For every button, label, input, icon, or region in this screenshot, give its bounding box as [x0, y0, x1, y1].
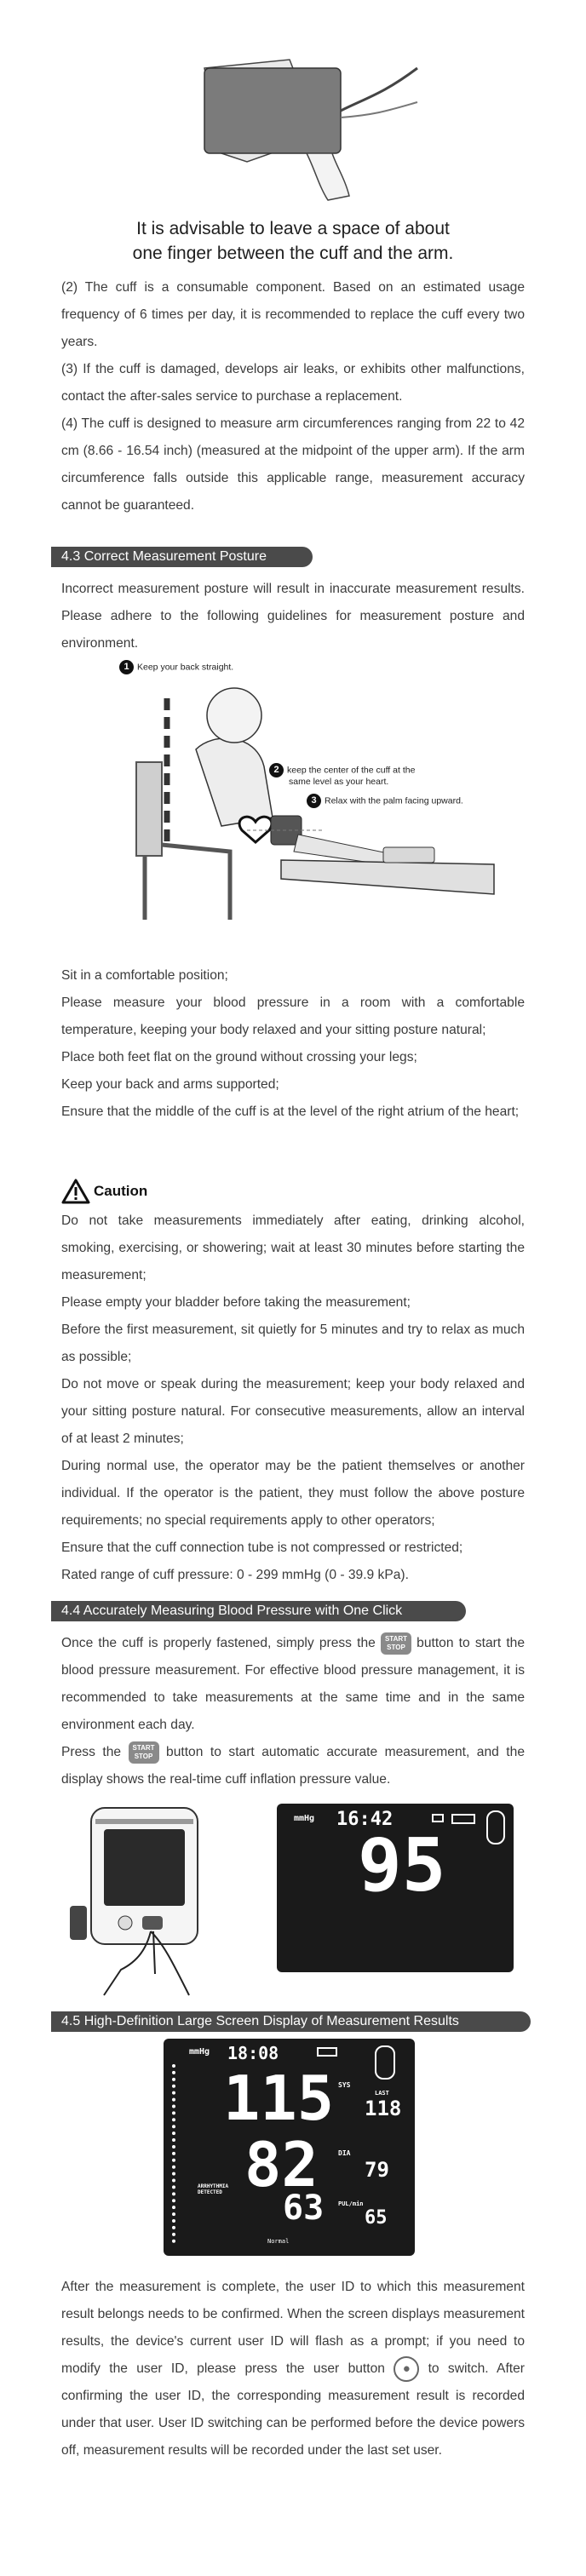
- unit-label: mmHg: [189, 2047, 210, 2057]
- caution-item: Rated range of cuff pressure: 0 - 299 mmHg (0 - 39.9 kPa).: [61, 1568, 409, 1582]
- monitor-device: [383, 847, 434, 863]
- time-readout: 18:08: [227, 2043, 279, 2063]
- figure-caption-line1: It is advisable to leave a space of about: [136, 219, 450, 238]
- callout-1: 1 Keep your back straight.: [119, 660, 233, 674]
- cuff-note-4: (4) The cuff is designed to measure arm circumferences ranging from 22 to 42 cm (8.66 - 16.54 inch) (measured at the midpoint of the upper arm). If the arm circumference falls outside this applicable range, measurement accuracy cannot be guaranteed.: [61, 416, 525, 513]
- caution-heading: [61, 1177, 147, 1206]
- cuff-shape: [204, 68, 341, 153]
- dia-value: 82: [244, 2129, 319, 2200]
- section-4-4-text: [61, 1630, 525, 1793]
- section-4-3-intro: Incorrect measurement posture will result in inaccurate measurement results. Please adhere to the following guidelines for measurement posture and environment.: [61, 582, 525, 651]
- start-stop-button-icon: START STOP: [381, 1632, 411, 1655]
- result-display: [164, 2039, 415, 2256]
- device-screen: [104, 1829, 185, 1906]
- guideline-item: Keep your back and arms supported;: [61, 1077, 279, 1092]
- callout-3: 3 Relax with the palm facing upward.: [307, 794, 463, 808]
- section-title-4-5: 4.5 High-Definition Large Screen Display of Measurement Results: [51, 2011, 531, 2032]
- guideline-item: Sit in a comfortable position;: [61, 968, 228, 983]
- posture-guidelines: [61, 962, 525, 1126]
- warning-icon: [61, 1179, 90, 1204]
- time-readout: 16:42: [336, 1809, 394, 1830]
- section-4-4-p2: Press the START STOP button to start automatic accurate measurement, and the display shows the real-time cuff inflation pressure value.: [61, 1739, 525, 1793]
- cuff-note-2: (2) The cuff is a consumable component. Based on an estimated usage frequency of 6 times per day, it is recommended to replace the cuff every two years.: [61, 280, 525, 349]
- inflation-display: [277, 1804, 514, 1972]
- cuff-note-3: (3) If the cuff is damaged, develops air leaks, or exhibits other malfunctions, contact the after-sales service to purchase a replacement.: [61, 362, 525, 404]
- start-stop-button-icon: START STOP: [129, 1741, 159, 1764]
- caution-title: Caution: [94, 1183, 148, 1199]
- user-icon: [375, 2045, 395, 2080]
- section-4-4-p1: Once the cuff is properly fastened, simply press the START STOP button to start the blood pressure measurement. For effective blood pressure management, it is recommended to take measurements at the same time and in the same environment each day.: [61, 1630, 525, 1739]
- finger-shape: [307, 153, 349, 200]
- caution-item: Ensure that the cuff connection tube is not compressed or restricted;: [61, 1540, 463, 1555]
- caution-item: Do not move or speak during the measurement; keep your body relaxed and your sitting posture natural. For consecutive measurements, allow an interval of at least 2 minutes;: [61, 1377, 525, 1446]
- guideline-item: Ensure that the middle of the cuff is at the level of the right atrium of the heart;: [61, 1104, 520, 1119]
- user-icon: [486, 1810, 505, 1845]
- dia-label: DIA: [338, 2149, 351, 2157]
- pressure-value: 95: [358, 1823, 446, 1908]
- last-pulse-value: 65: [365, 2207, 388, 2229]
- caution-item: Before the first measurement, sit quietly for 5 minutes and try to relax as much as possible;: [61, 1322, 525, 1364]
- user-button-icon: ●: [394, 2356, 419, 2382]
- battery-icon: [317, 2047, 337, 2057]
- caution-list: [61, 1208, 525, 1589]
- callout-2: 2 keep the center of the cuff at the: [269, 763, 415, 777]
- cuff-notes: [61, 274, 525, 519]
- status-label: Normal: [267, 2238, 290, 2245]
- battery-icon: [451, 1814, 475, 1824]
- last-label: LAST: [375, 2090, 389, 2097]
- pulse-label: PUL/min: [338, 2200, 364, 2207]
- speaker-icon: [432, 1814, 444, 1822]
- sys-label: SYS: [338, 2081, 351, 2089]
- cuff-arm-illustration: [170, 51, 426, 213]
- section-4-5-text: After the measurement is complete, the user ID to which this measurement result belongs needs to be confirmed. When the screen displays measurement results, the device's current user ID will flash as a prompt; if you need to modify the user ID, please press the user button ● to switch. After confirming the user ID, the corresponding measurement result is recorded under that user. User ID switching can be performed before the device powers off, measurement results will be recorded under the last set user.: [61, 2280, 525, 2458]
- caution-item: During normal use, the operator may be the patient themselves or another individual. If the operator is the patient, they must follow the above posture requirements; no special requirements apply to other operators;: [61, 1459, 525, 1528]
- caution-item: Please empty your bladder before taking the measurement;: [61, 1295, 411, 1310]
- last-dia-value: 79: [365, 2158, 389, 2182]
- sys-value: 115: [223, 2063, 335, 2134]
- section-title-4-4: 4.4 Accurately Measuring Blood Pressure with One Click: [51, 1601, 466, 1621]
- figure-caption-line2: one finger between the cuff and the arm.: [132, 244, 454, 263]
- device-press-illustration: [70, 1804, 219, 1999]
- unit-label: mmHg: [294, 1814, 315, 1823]
- guideline-item: Place both feet flat on the ground without crossing your legs;: [61, 1050, 417, 1064]
- last-sys-value: 118: [365, 2097, 402, 2120]
- heart-icon: [239, 817, 272, 842]
- arrhythmia-label: ARRHYTHMIA DETECTED: [198, 2183, 229, 2195]
- pulse-value: 63: [283, 2189, 325, 2228]
- pressure-scale: [172, 2064, 177, 2243]
- callout-2-line2: same level as your heart.: [289, 777, 389, 787]
- guideline-item: Please measure your blood pressure in a room with a comfortable temperature, keeping your body relaxed and your sitting posture natural;: [61, 995, 525, 1037]
- section-title-4-3: 4.3 Correct Measurement Posture: [51, 547, 313, 567]
- caution-item: Do not take measurements immediately after eating, drinking alcohol, smoking, exercising, or showering; wait at least 30 minutes before starting the measurement;: [61, 1213, 525, 1282]
